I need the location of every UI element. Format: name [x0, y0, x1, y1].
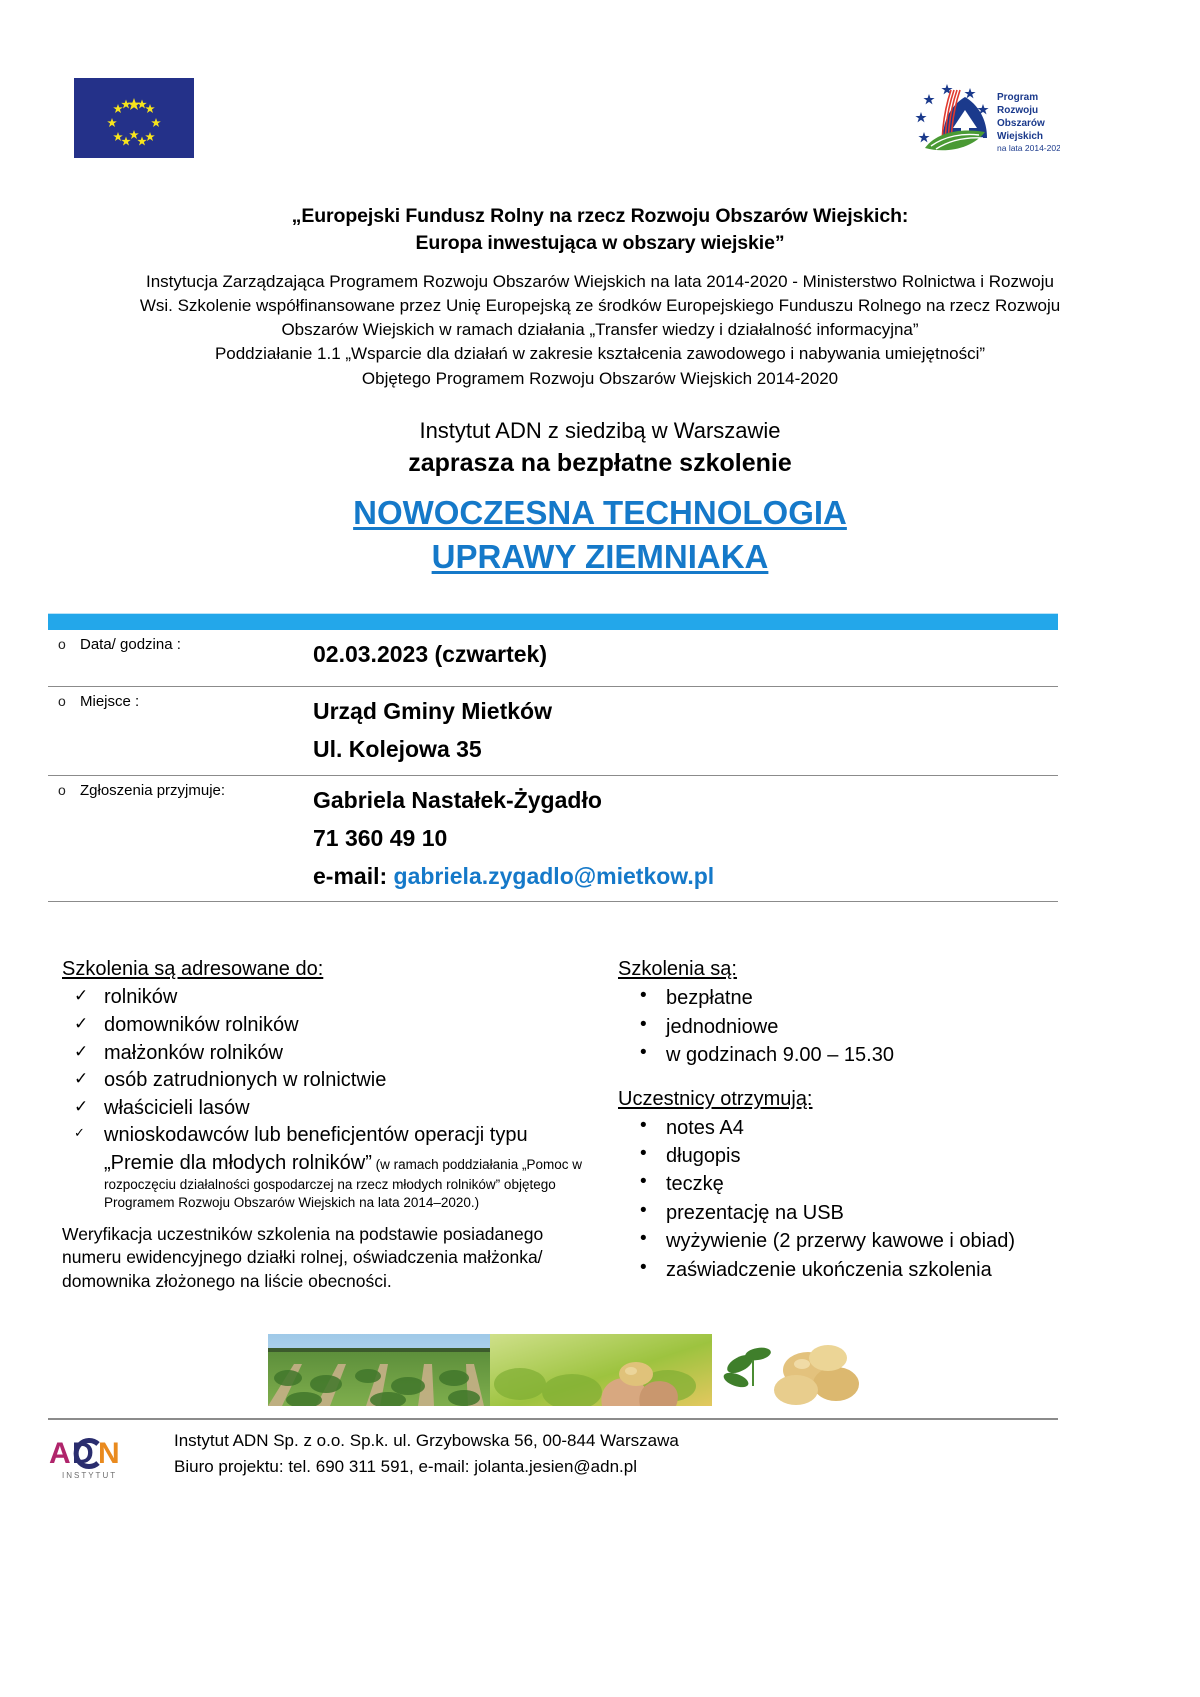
eu-body-line: Obszarów Wiejskich w ramach działania „Transfer wiedzy i działalność informacyjna”: [281, 320, 919, 340]
materials-list: [618, 1114, 1074, 1284]
audience-list: [62, 984, 604, 1150]
organizer-line: Instytut ADN z siedzibą w Warszawie: [419, 417, 781, 443]
audience-fineprint: [62, 1150, 604, 1211]
potato-field-photo: [268, 1334, 490, 1406]
audience-column: [44, 958, 604, 1292]
eu-slogan-line-2: Europa inwestująca w obszary wiejskie”: [415, 231, 785, 254]
invitation-block: [0, 417, 1200, 481]
hands-holding-potato-photo: [490, 1334, 712, 1406]
detail-value-contact: [313, 782, 1058, 896]
verification-note: Weryfikacja uczestników szkolenia na podstawie posiadanego numeru ewidencyjnego działki rolnej, oświadczenia małżonka/ domownika złożonego na liście obecności.: [62, 1224, 544, 1291]
contact-phone: 71 360 49 10: [313, 824, 448, 851]
email-label: e-mail:: [313, 862, 394, 889]
list-item: ✓ domowników rolników: [62, 1012, 604, 1040]
svg-text:na lata 2014-2020: na lata 2014-2020: [997, 143, 1060, 153]
potatoes-pile-photo: [712, 1334, 862, 1406]
invitation-line: zaprasza na bezpłatne szkolenie: [408, 449, 792, 478]
list-bullet-icon: o: [58, 636, 66, 653]
details-header-bar: [48, 613, 1058, 630]
details-table: [48, 613, 1058, 903]
programme-quote: „Premie dla młodych rolników”: [104, 1152, 372, 1174]
adn-logo-icon: [48, 1428, 158, 1489]
list-item: • teczkę: [618, 1170, 1074, 1198]
list-bullet-icon: o: [58, 782, 66, 799]
eu-flag-icon: [74, 78, 194, 158]
svg-text:D: D: [72, 1437, 94, 1470]
footer-text: [158, 1428, 679, 1481]
list-item: • prezentację na USB: [618, 1199, 1074, 1227]
contact-email-line: [313, 858, 1058, 896]
list-item: ✓ małżonków rolników: [62, 1040, 604, 1068]
eu-slogan: [0, 203, 1200, 256]
list-item: • w godzinach 9.00 – 15.30: [618, 1041, 1074, 1069]
training-list: [618, 984, 1074, 1069]
eu-body-line: Instytucja Zarządzająca Programem Rozwoju Obszarów Wiejskich na lata 2014-2020 - Ministerstwo Rolnictwa i Rozwoju: [146, 272, 1054, 292]
eu-slogan-line-1: „Europejski Fundusz Rolny na rzecz Rozwoju Obszarów Wiejskich:: [291, 205, 909, 227]
course-title-line-2: UPRAWY ZIEMNIAKA: [431, 537, 769, 575]
list-item: ✓ rolników: [62, 984, 604, 1012]
list-item-main: wnioskodawców lub beneficjentów operacji typu: [104, 1124, 528, 1147]
contact-person-name: Gabriela Nastałek-Żygadło: [313, 786, 602, 813]
table-row: [48, 687, 1058, 776]
course-title-line-1: NOWOCZESNA TECHNOLOGIA: [353, 494, 847, 531]
detail-label-contact: [48, 782, 313, 800]
photo-strip: [268, 1328, 862, 1406]
materials-heading: Uczestnicy otrzymują:: [618, 1087, 813, 1110]
list-bullet-icon: o: [58, 693, 66, 710]
detail-label-text: Miejsce :: [80, 692, 140, 710]
page-title: [0, 491, 1200, 579]
detail-value-place: [313, 693, 1058, 769]
list-item: ✓ właścicieli lasów: [62, 1095, 604, 1123]
training-heading: Szkolenia są:: [618, 958, 737, 981]
eu-body-line: Poddziałanie 1.1 „Wsparcie dla działań w zakresie kształcenia zawodowego i nabywania umiejętności”: [214, 344, 986, 364]
detail-value-line: Ul. Kolejowa 35: [313, 735, 482, 762]
detail-value-date: [313, 636, 1058, 674]
svg-text:Program: Program: [997, 92, 1039, 103]
audience-heading: Szkolenia są adresowane do:: [62, 958, 324, 981]
eu-body-line: Wsi. Szkolenie współfinansowane przez Unię Europejską ze środków Europejskiego Funduszu Rolnego na rzecz Rozwoju: [139, 296, 1061, 316]
list-item: • długopis: [618, 1142, 1074, 1170]
list-item: ✓ osób zatrudnionych w rolnictwie: [62, 1067, 604, 1095]
logo-row: [0, 0, 1200, 177]
table-row: [48, 630, 1058, 687]
footer: [48, 1428, 1058, 1489]
detail-label-place: [48, 693, 313, 711]
content-columns: [44, 958, 1074, 1292]
detail-value-line: Urząd Gminy Mietków: [313, 697, 552, 724]
training-column: [604, 958, 1074, 1292]
eu-body-line: Objętego Programem Rozwoju Obszarów Wiejskich 2014-2020: [361, 368, 839, 388]
eu-funding-paragraph: [95, 270, 1105, 391]
contact-email-link[interactable]: gabriela.zygadlo@mietkow.pl: [393, 862, 715, 889]
project-office-contact: Biuro projektu: tel. 690 311 591, e-mail: jolanta.jesien@adn.pl: [174, 1457, 638, 1477]
list-item: • notes A4: [618, 1114, 1074, 1142]
svg-text:INSTYTUT: INSTYTUT: [62, 1471, 118, 1480]
detail-label-date: [48, 636, 313, 654]
company-address: Instytut ADN Sp. z o.o. Sp.k. ul. Grzybowska 56, 00-844 Warszawa: [174, 1431, 679, 1450]
svg-text:Obszarów: Obszarów: [997, 118, 1045, 129]
svg-text:Wiejskich: Wiejskich: [997, 131, 1044, 142]
detail-label-text: Data/ godzina :: [80, 635, 181, 653]
svg-text:A: A: [49, 1437, 71, 1470]
list-item: [62, 1122, 604, 1150]
detail-label-text: Zgłoszenia przyjmuje:: [80, 781, 226, 799]
svg-text:N: N: [98, 1437, 120, 1470]
table-row: [48, 776, 1058, 903]
list-item: • wyżywienie (2 przerwy kawowe i obiad): [618, 1227, 1074, 1255]
detail-value-line: 02.03.2023 (czwartek): [313, 640, 547, 667]
footer-divider: [48, 1418, 1058, 1420]
list-item: • zaświadczenie ukończenia szkolenia: [618, 1256, 1074, 1284]
svg-text:Rozwoju: Rozwoju: [997, 105, 1039, 116]
list-item: • bezpłatne: [618, 984, 1074, 1012]
list-item: • jednodniowe: [618, 1013, 1074, 1041]
prow-logo-icon: [895, 70, 1060, 165]
programme-fine-detail: (w ramach poddziałania „Pomoc w rozpoczęciu działalności gospodarczej na rzecz młodych rolników” objętego Programem Rozwoju Obszarów Wiejskich na lata 2014–2020.): [104, 1157, 582, 1210]
